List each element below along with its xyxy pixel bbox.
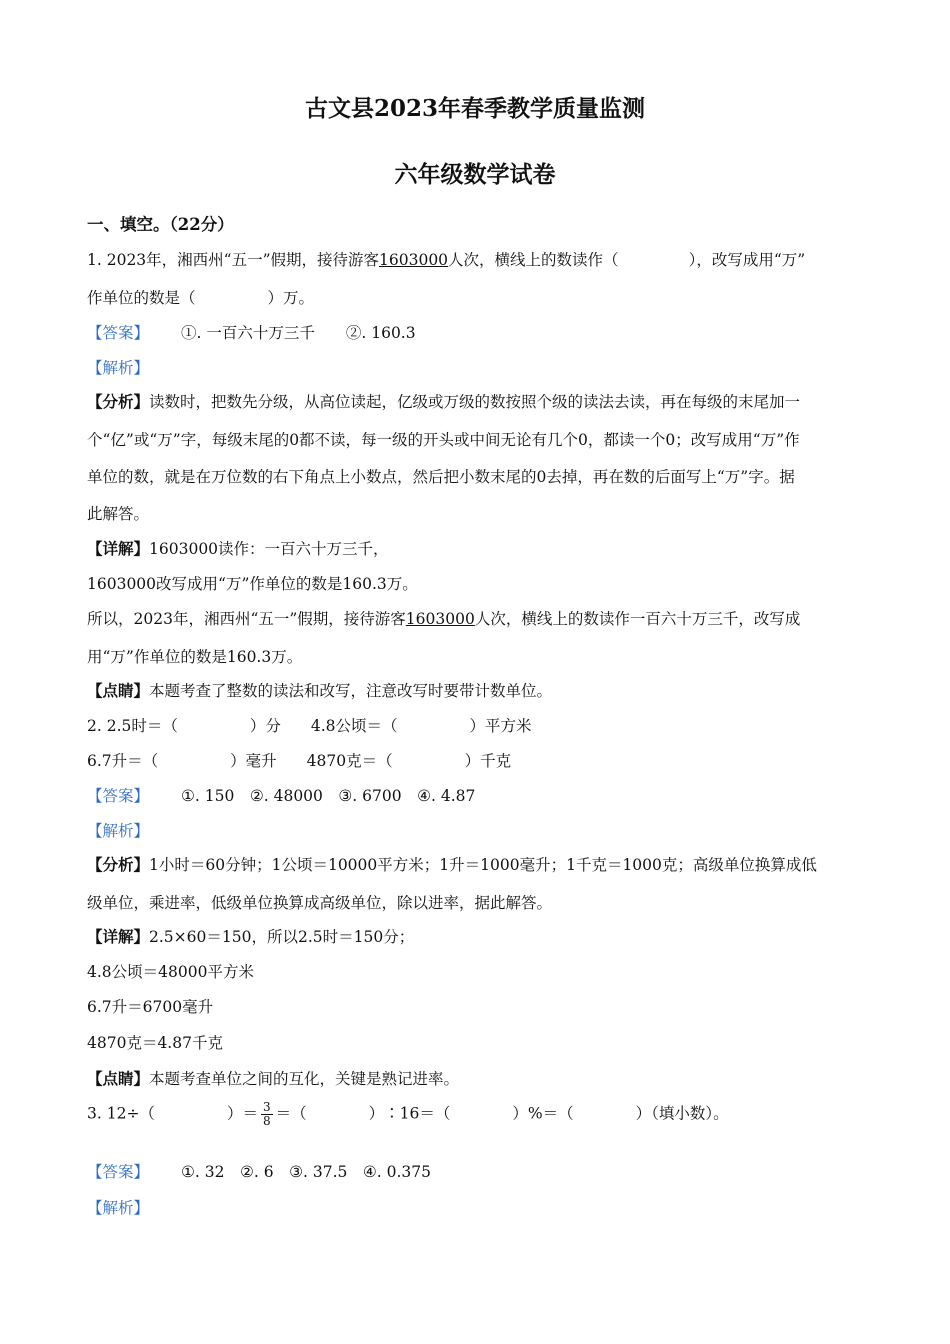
analysis-heading: 【解析】 <box>87 822 150 840</box>
question-1-line-2: 作单位的数是（ ）万。 <box>87 289 315 307</box>
detail-line: 4.8公顷＝48000平方米 <box>87 963 254 981</box>
detail-line: 【详解】1603000读作：一百六十万三千， <box>87 539 389 558</box>
detail-line: 用“万”作单位的数是160.3万。 <box>87 648 303 666</box>
page-title: 古文县2023年春季教学质量监测 <box>304 95 645 122</box>
detail-line: 6.7升＝6700毫升 <box>87 998 214 1016</box>
underlined-number: 1603000 <box>379 251 449 269</box>
comment-line: 【点睛】本题考查单位之间的互化，关键是熟记进率。 <box>87 1069 460 1088</box>
question-3-line: 3. 12÷（ ）＝ $\frac{3}{8}$ ＝（ ）∶16＝（ ）%＝（ ）（填小数）。 <box>87 1100 729 1128</box>
answer-text: ①. 32 ②. 6 ③. 37.5 ④. 0.375 <box>181 1163 431 1181</box>
analysis-line: 级单位，乘进率，低级单位换算成高级单位，除以进率，据此解答。 <box>87 894 553 912</box>
answer-text: ①. 一百六十万三千 ②. 160.3 <box>181 324 416 342</box>
section-heading: 一、填空。（22分） <box>87 215 234 234</box>
answer-label: 【答案】 <box>87 787 150 805</box>
analysis-line: 个“亿”或“万”字，每级末尾的0都不读，每一级的开头或中间无论有几个0，都读一个0；改写成用“万”作 <box>87 431 800 449</box>
answer-line <box>87 784 475 806</box>
comment-line: 【点睛】本题考查了整数的读法和改写，注意改写时要带计数单位。 <box>87 681 553 700</box>
analysis-line: 【分析】读数时，把数先分级，从高位读起，亿级或万级的数按照个级的读法去读，再在每级的末尾加一 <box>87 392 801 411</box>
analysis-heading: 【解析】 <box>87 1199 150 1217</box>
fraction-denominator: 8 <box>262 1114 271 1128</box>
analysis-line: 【分析】1小时＝60分钟；1公顷＝10000平方米；1升＝1000毫升；1千克＝1000克；高级单位换算成低 <box>87 855 817 874</box>
answer-text: ①. 150 ②. 48000 ③. 6700 ④. 4.87 <box>181 787 476 805</box>
question-1-line-1: 1. 2023年，湘西州“五一”假期，接待游客1603000人次，横线上的数读作（ ），改写成用“万” <box>87 251 806 269</box>
analysis-line: 此解答。 <box>87 505 150 523</box>
answer-label: 【答案】 <box>87 324 150 342</box>
answer-label: 【答案】 <box>87 1163 150 1181</box>
question-2-line-1: 2. 2.5时＝（ ）分 4.8公顷＝（ ）平方米 <box>87 717 532 735</box>
analysis-heading: 【解析】 <box>87 359 150 377</box>
analysis-line: 单位的数，就是在万位数的右下角点上小数点，然后把小数末尾的0去掉，再在数的后面写上“万”字。据 <box>87 468 795 486</box>
detail-line: 【详解】2.5×60＝150，所以2.5时＝150分； <box>87 927 415 946</box>
underlined-number: 1603000 <box>405 610 475 628</box>
detail-line: 所以，2023年，湘西州“五一”假期，接待游客1603000人次，横线上的数读作一百六十万三千，改写成 <box>87 610 801 628</box>
fraction-numerator: 3 <box>262 1100 271 1114</box>
answer-line <box>87 1160 431 1182</box>
answer-line <box>87 321 416 343</box>
detail-line: 4870克＝4.87千克 <box>87 1034 223 1052</box>
question-2-line-2: 6.7升＝（ ）毫升 4870克＝（ ）千克 <box>87 752 512 770</box>
page-subtitle: 六年级数学试卷 <box>394 161 556 188</box>
fraction <box>261 1101 273 1128</box>
detail-line: 1603000改写成用“万”作单位的数是160.3万。 <box>87 575 418 593</box>
